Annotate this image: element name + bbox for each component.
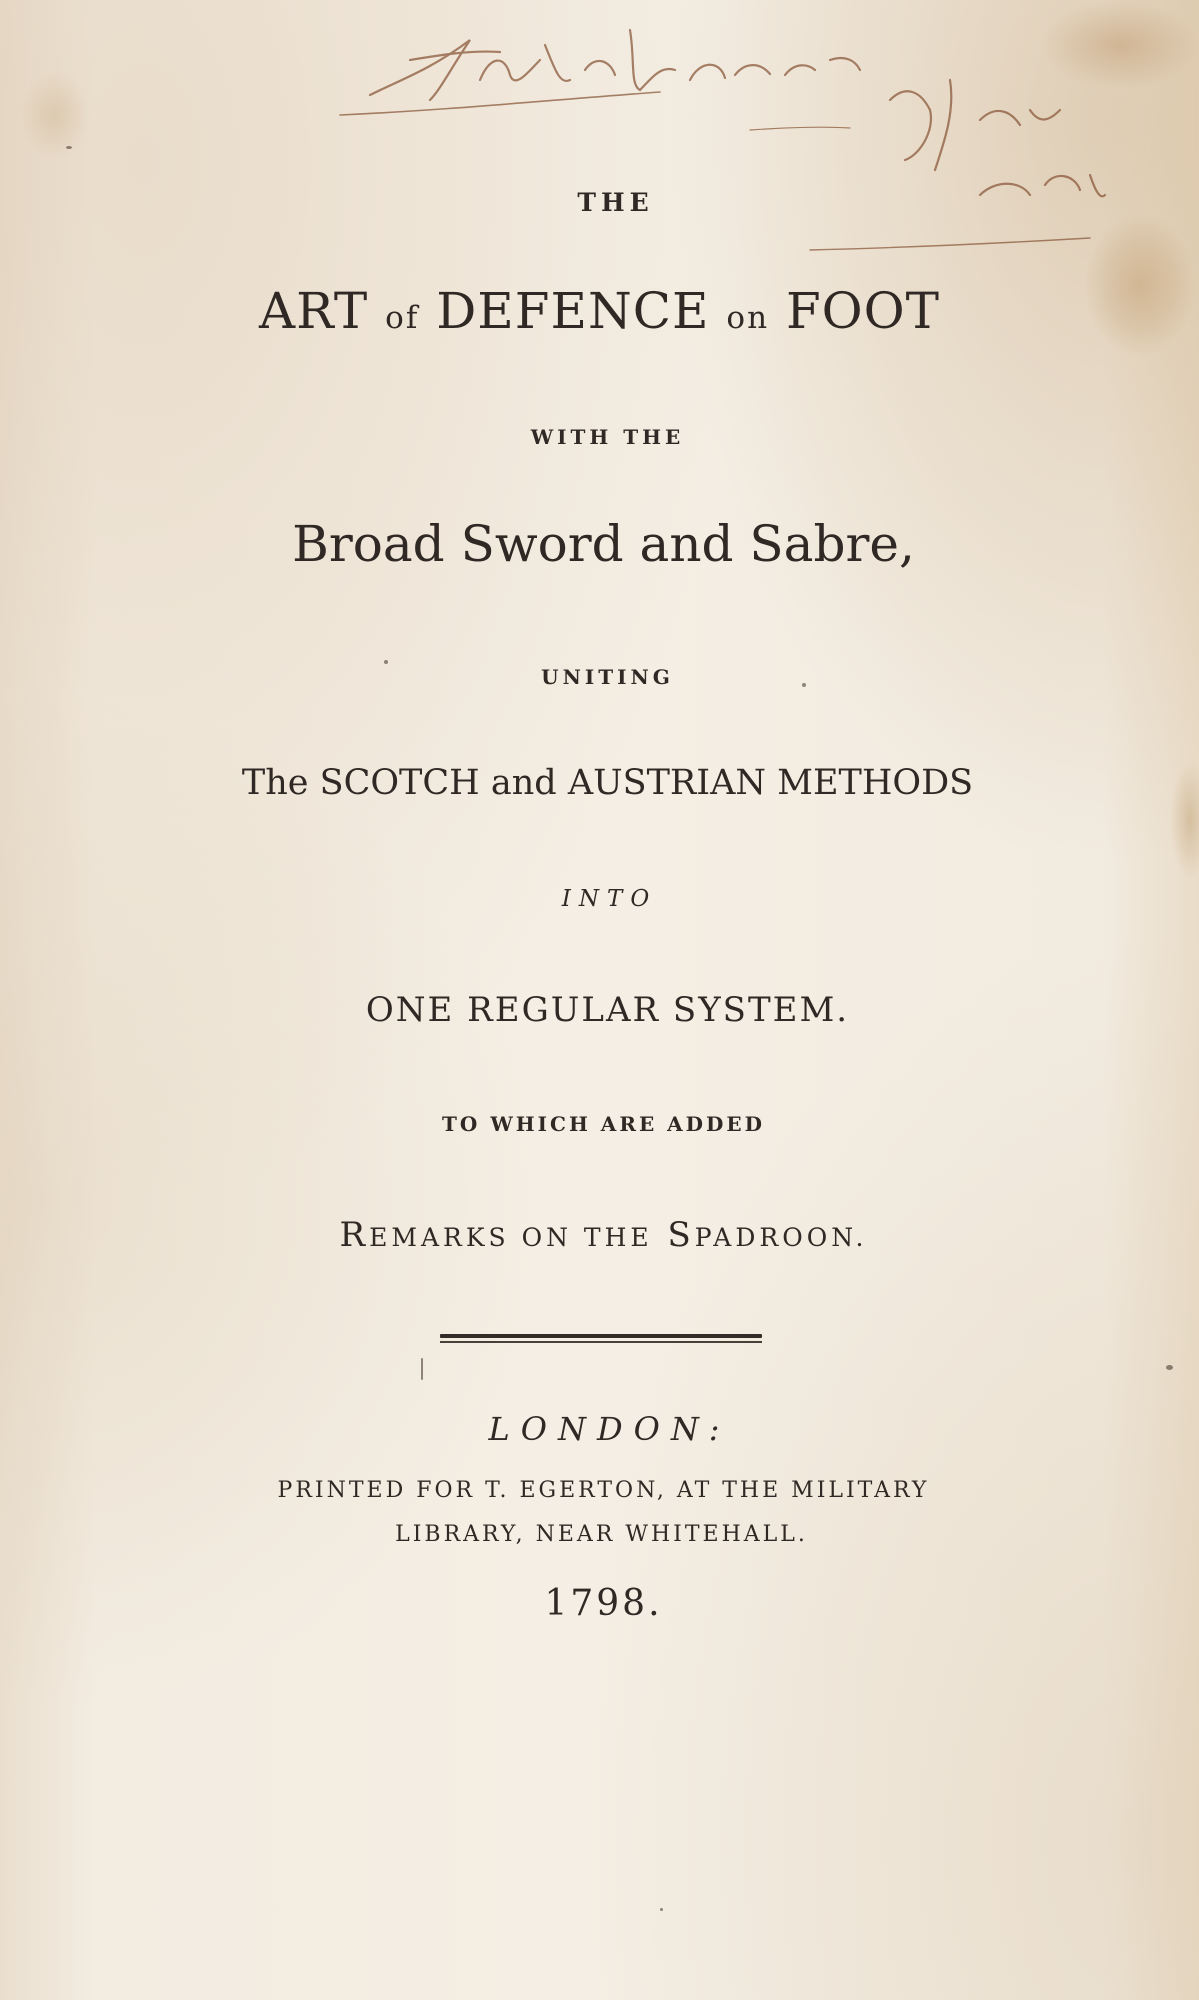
one-regular-system-line: ONE REGULAR SYSTEM. [365, 990, 850, 1030]
paper-speck [421, 1358, 423, 1380]
remarks-rest: EMARKS ON THE [369, 1223, 653, 1252]
methods-austrian: AUSTRIAN METHODS [567, 763, 974, 803]
paper-speck [660, 1908, 663, 1911]
imprint-year: 1798. [544, 1583, 663, 1624]
handwritten-signature [330, 0, 1110, 280]
title-the: THE [577, 188, 654, 217]
into-line: INTO [561, 886, 658, 912]
imprint-printer-line-1: PRINTED FOR T. EGERTON, AT THE MILITARY [277, 1478, 930, 1503]
remarks-initial-r: R [339, 1215, 370, 1255]
foxing-stain [20, 70, 90, 160]
title-main-line [0, 282, 1199, 340]
double-rule-divider [440, 1334, 762, 1344]
imprint-printer-line-2: LIBRARY, NEAR WHITEHALL. [395, 1522, 808, 1547]
methods-line [8, 763, 1199, 803]
title-defence: DEFENCE [436, 282, 710, 340]
methods-and: and [490, 763, 557, 803]
paper-speck [802, 683, 806, 687]
paper-speck [384, 660, 388, 664]
imprint-city: LONDON: [488, 1410, 731, 1448]
paper-speck [66, 146, 72, 149]
title-art: ART [259, 282, 369, 340]
remarks-spadroon: PADROON. [694, 1223, 868, 1252]
title-on: on [726, 300, 770, 336]
methods-the: The [241, 763, 309, 803]
to-which-are-added-line: TO WHICH ARE ADDED [442, 1112, 765, 1136]
remarks-initial-s: S [667, 1215, 695, 1255]
remarks-line [4, 1215, 1199, 1255]
broad-sword-line: Broad Sword and Sabre, [292, 515, 915, 573]
with-the-line: WITH THE [530, 425, 685, 449]
title-foot: FOOT [785, 282, 940, 340]
rule-thin [440, 1341, 762, 1343]
methods-scotch: SCOTCH [319, 763, 480, 803]
uniting-line: UNITING [541, 665, 674, 689]
title-of: of [385, 300, 420, 336]
rule-thick [440, 1334, 762, 1338]
paper-speck [1166, 1365, 1173, 1370]
